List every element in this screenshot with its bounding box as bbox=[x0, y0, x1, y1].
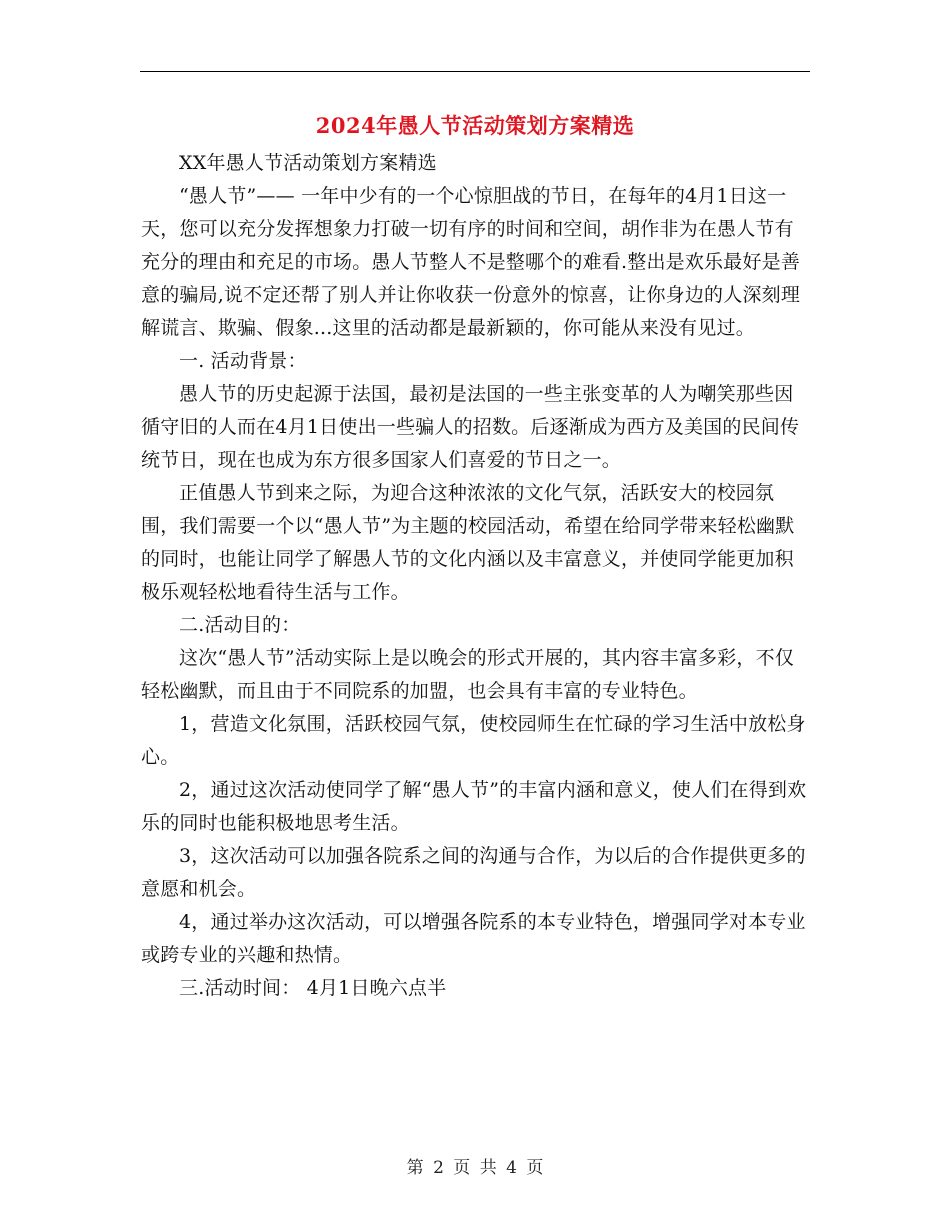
document-title: 2024年愚人节活动策划方案精选 bbox=[315, 113, 635, 138]
purpose-item-2: 2，通过这次活动使同学了解“愚人节”的丰富内涵和意义，使人们在得到欢乐的同时也能积极地思考生活。 bbox=[141, 779, 807, 834]
section-heading-purpose: 二.活动目的： bbox=[179, 614, 301, 636]
purpose-item-1: 1，营造文化氛围，活跃校园气氛，使校园师生在忙碌的学习生活中放松身心。 bbox=[141, 713, 806, 768]
section-heading-background: 一. 活动背景： bbox=[179, 350, 307, 372]
document-body bbox=[141, 147, 809, 1005]
purpose-item-3: 3，这次活动可以加强各院系之间的沟通与合作，为以后的合作提供更多的意愿和机会。 bbox=[141, 845, 806, 900]
purpose-paragraph: 这次“愚人节”活动实际上是以晚会的形式开展的，其内容丰富多彩，不仅轻松幽默，而且由于不同院系的加盟，也会具有丰富的专业特色。 bbox=[141, 647, 795, 702]
purpose-item-4: 4，通过举办这次活动，可以增强各院系的本专业特色，增强同学对本专业或跨专业的兴趣和热情。 bbox=[141, 911, 806, 966]
header-rule bbox=[140, 71, 810, 72]
section-heading-time: 三.活动时间： 4月1日晚六点半 bbox=[179, 977, 447, 999]
intro-paragraph: “愚人节”—— 一年中少有的一个心惊胆战的节日，在每年的4月1日这一天，您可以充分发挥想象力打破一切有序的时间和空间，胡作非为在愚人节有充分的理由和充足的市场。愚人节整人不是整哪个的难看.整出是欢乐最好是善意的骗局,说不定还帮了别人并让你收获一份意外的惊喜，让你身边的人深刻理解谎言、欺骗、假象...这里的活动都是最新颖的，你可能从来没有见过。 bbox=[141, 185, 801, 339]
subtitle-paragraph: XX年愚人节活动策划方案精选 bbox=[179, 152, 437, 174]
page-number-footer: 第 2 页 共 4 页 bbox=[406, 1158, 544, 1178]
background-paragraph-1: 愚人节的历史起源于法国，最初是法国的一些主张变革的人为嘲笑那些因循守旧的人而在4月1日使出一些骗人的招数。后逐渐成为西方及美国的民间传统节日，现在也成为东方很多国家人们喜爱的节日之一。 bbox=[141, 383, 800, 471]
background-paragraph-2: 正值愚人节到来之际，为迎合这种浓浓的文化气氛，活跃安大的校园氛围，我们需要一个以“愚人节”为主题的校园活动，希望在给同学带来轻松幽默的同时，也能让同学了解愚人节的文化内涵以及丰富意义，并使同学能更加积极乐观轻松地看待生活与工作。 bbox=[141, 482, 795, 603]
